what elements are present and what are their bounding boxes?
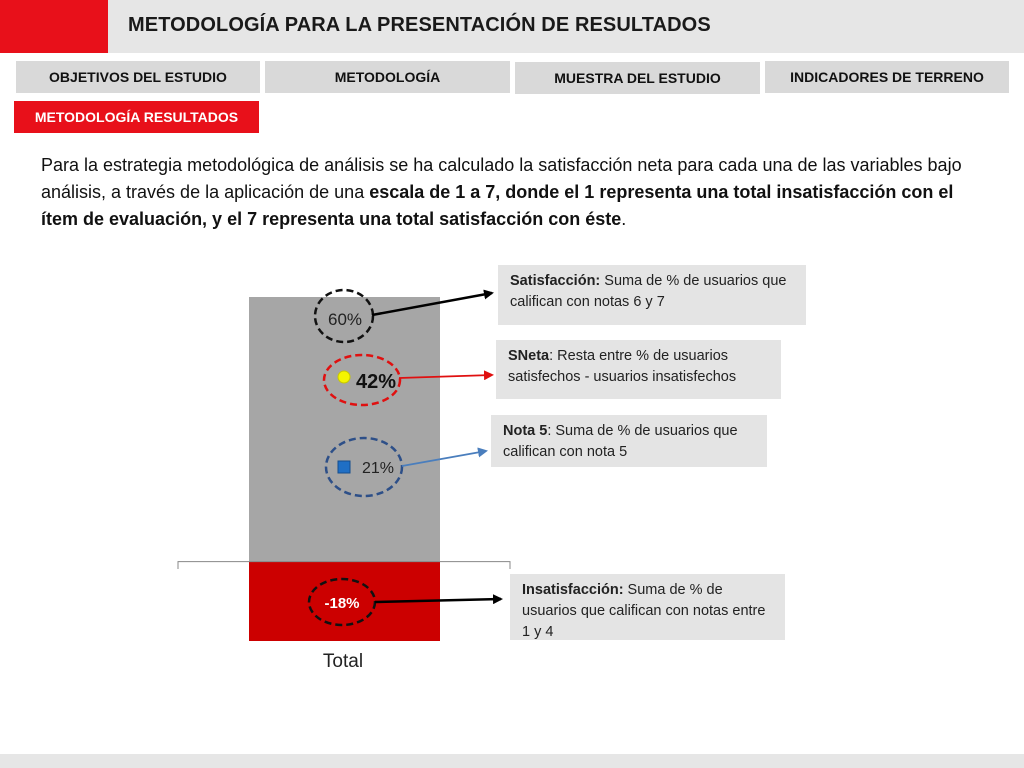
callout-nota5-term: Nota 5 [503,423,548,439]
callout-nota5-text: : Suma de % de usuarios que califican con nota 5 [503,423,738,460]
tab-metodologia-resultados[interactable]: METODOLOGÍA RESULTADOS [14,101,259,133]
callout-nota5 [491,415,767,467]
callout-insatisfaccion-term: Insatisfacción: [522,582,624,598]
label-sneta: 42% [355,371,397,393]
label-insatisfaccion: -18% [324,595,360,612]
tab-objetivos[interactable]: OBJETIVOS DEL ESTUDIO [16,61,260,93]
sneta-marker [338,371,350,383]
callout-insatisfaccion [510,574,785,640]
category-label-total: Total [322,651,364,672]
nota5-marker [338,461,350,473]
label-nota5: 21% [361,460,395,477]
callout-sneta-term: SNeta [508,348,550,364]
callout-insatisfaccion-text: Suma de % de usuarios que califican con notas entre 1 y 4 [522,582,766,640]
intro-text-1: Para la estrategia metodológica de análisis se ha calculado la satisfacción neta para cada una de las variables bajo análisis, a través de la aplicación de una [41,155,962,202]
callout-satisfaccion-text: Suma de % de usuarios que califican con notas 6 y 7 [510,273,787,310]
tab-metodologia[interactable]: METODOLOGÍA [265,61,510,93]
intro-text-2: . [621,209,627,229]
callout-sneta [496,340,781,399]
callout-sneta-text: : Resta entre % de usuarios satisfechos - usuarios insatisfechos [508,348,737,385]
tab-muestra[interactable]: MUESTRA DEL ESTUDIO [515,62,760,94]
intro-text-bold: escala de 1 a 7, donde el 1 representa una total insatisfacción con el ítem de evaluación, y el 7 representa una total satisfacción con éste [41,182,954,229]
tab-indicadores[interactable]: INDICADORES DE TERRENO [765,61,1009,93]
label-satisfaccion: 60% [327,310,363,329]
footer-bar [0,754,1024,768]
callout-satisfaccion [498,265,806,325]
page-title: METODOLOGÍA PARA LA PRESENTACIÓN DE RESULTADOS [128,14,711,36]
bar-satisfaccion [249,297,440,562]
callout-satisfaccion-term: Satisfacción: [510,273,601,289]
